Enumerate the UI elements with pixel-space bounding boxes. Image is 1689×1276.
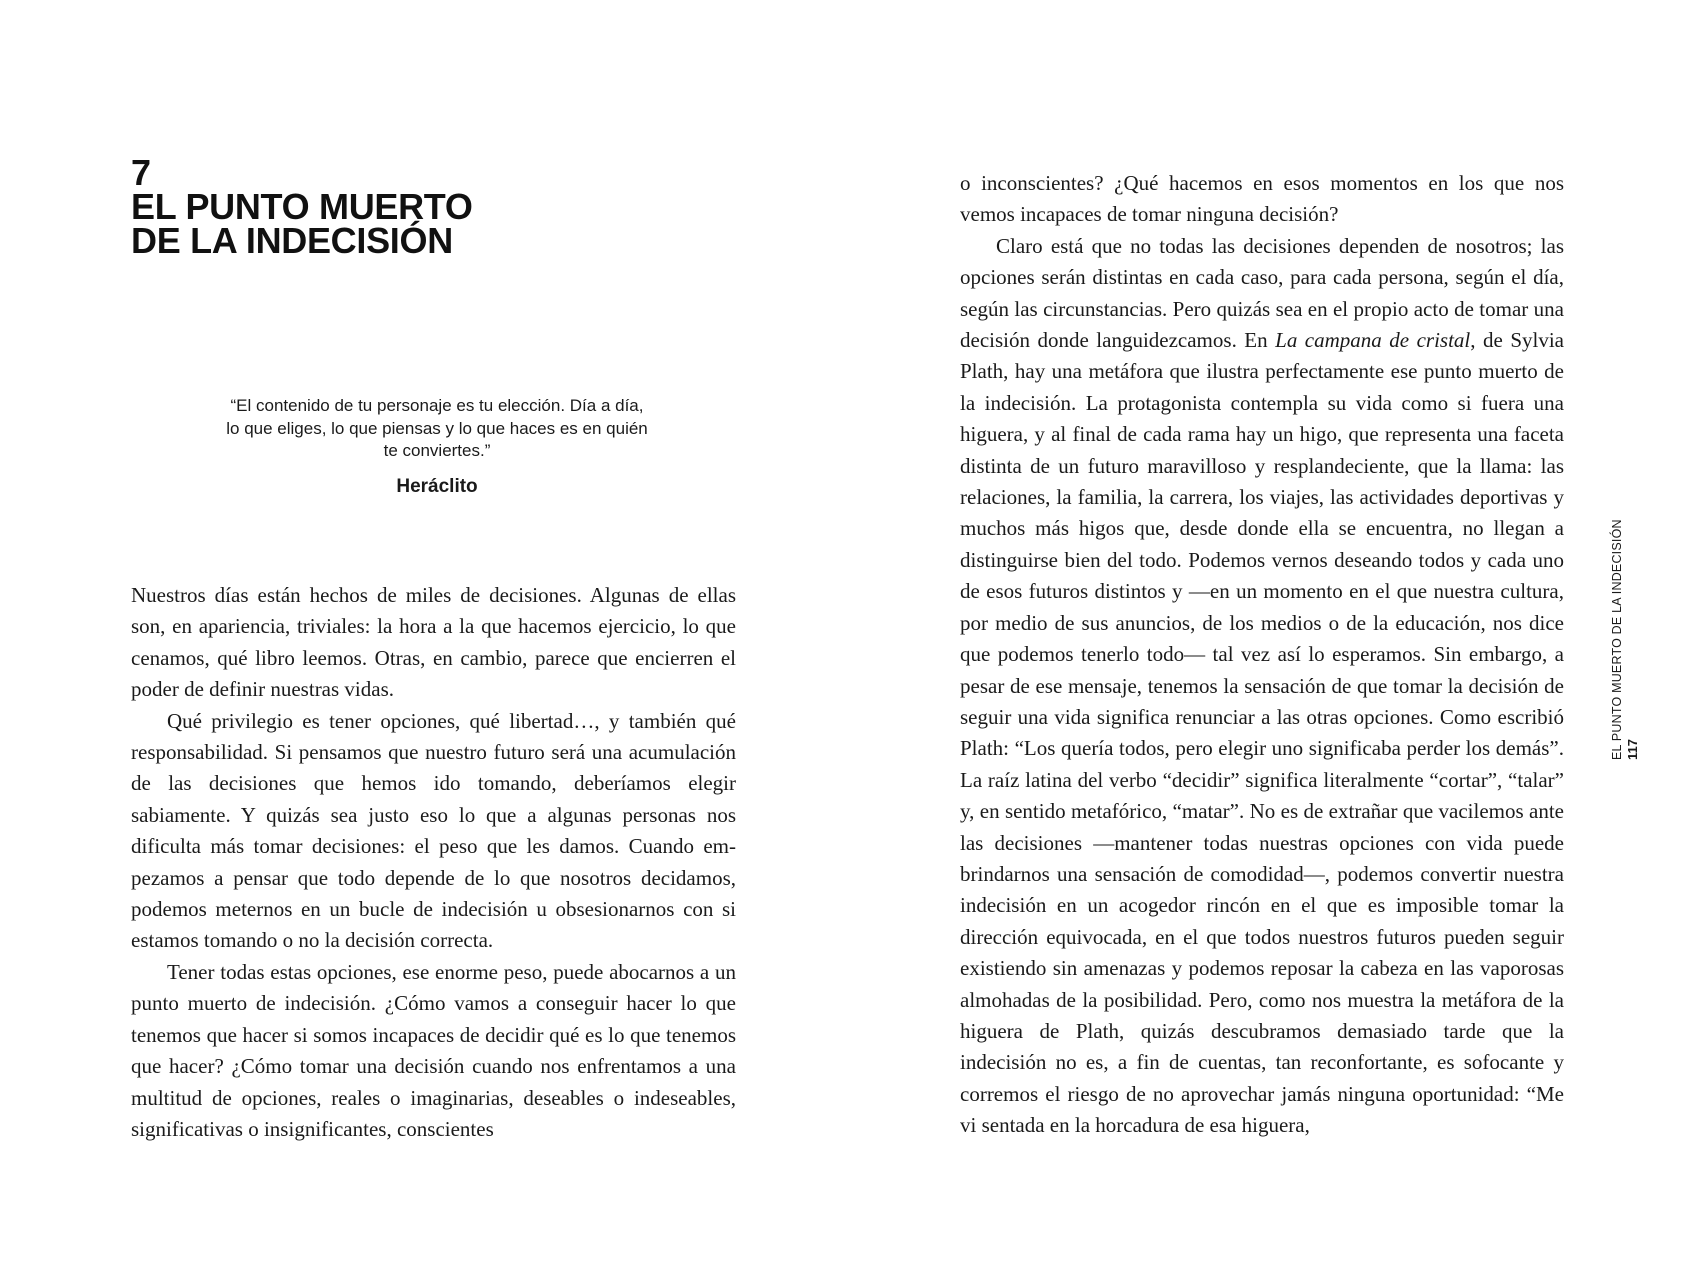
- left-body-text: [131, 580, 736, 1145]
- epigraph: [226, 395, 648, 498]
- paragraph: Nuestros días están hechos de miles de decisiones. Algunas de ellas son, en apariencia, triviales: la hora a la que hacemos ejercicio, lo que cenamos, qué libro leemos. Otras, en cambio, parece que encierren el poder de definir nuestras vidas.: [131, 583, 736, 702]
- chapter-title-line-1: EL PUNTO MUERTO: [131, 186, 473, 227]
- right-body-text: [960, 168, 1564, 1142]
- paragraph: Tener todas estas opciones, ese enorme peso, puede abocarnos a un punto muerto de indecisión. ¿Cómo vamos a conseguir hacer lo que tenemos que hacer si somos incapaces de decidir qué es lo que tenemos que hacer? ¿Cómo tomar una decisión cuando nos enfrentamos a una multitud de opciones, reales o imaginarias, deseables o indeseables, significativas o insignificantes, conscientes: [131, 959, 736, 1141]
- epigraph-quote: “El contenido de tu personaje es tu elección. Día a día, lo que eliges, lo que piensas y lo que haces es en quién te conviertes.”: [226, 396, 648, 460]
- paragraph-text: Claro está que no todas las decisiones dependen de nosotros; las opciones serán distintas en cada caso, para cada persona, según el día, según las circunstancias. Pero quizás sea en el propio acto de tomar una decisión donde languidezcamos. En: [960, 233, 1564, 353]
- book-title: La campana de cristal: [1275, 328, 1471, 353]
- chapter-heading: [131, 152, 473, 261]
- chapter-number: 7: [131, 152, 151, 193]
- paragraph: o inconscientes? ¿Qué hacemos en esos momentos en los que nos vemos incapaces de tomar ninguna decisión?: [960, 171, 1564, 227]
- chapter-title-line-2: DE LA INDECISIÓN: [131, 220, 453, 261]
- paragraph-text: , de Sylvia Plath, hay una metáfora que ilustra perfectamente ese punto muerto de la indecisión. La protagonista contempla su vida como si fuera una higuera, y al final de cada rama hay un higo, que representa una faceta distinta de un futuro maravilloso y resplandeciente, que la llama: las relaciones, la familia, la carrera, los viajes, las actividades deportivas y muchos más higos que, desde donde ella se encuentra, no llegan a distinguirse bien del todo. Podemos vernos deseando todos y cada uno de esos futuros distintos y —en un momento en el que nuestra cultura, por medio de sus anuncios, de los medios o de la educación, nos dice que podemos tenerlo todo— tal vez así lo esperamos. Sin embargo, a pesar de ese mensaje, tenemos la sensación de que tomar la decisión de seguir una vida significa renunciar a las otras opciones. Como escribió Plath: “Los quería todos, pero elegir uno significaba perder los demás”. La raíz latina del verbo “decidir” significa literalmente “cortar”, “talar” y, en sentido metafórico, “matar”. No es de extrañar que vacilemos ante las decisiones —mantener todas nuestras opciones con vida puede brindarnos una sensación de comodidad—, podemos convertir nuestra indecisión en un acogedor rincón en el que es imposible tomar la dirección equivocada, en el que todos nuestros futuros pueden seguir existiendo sin amenazas y podemos reposar la cabeza en las vaporosas almohadas de la posibilidad. Pero, como nos muestra la metáfora de la higuera de Plath, quizás descubramos demasiado tarde que la indecisión no es, a fin de cuentas, tan reconfortante, es sofocante y corremos el riesgo de no aprovechar jamás ninguna oportunidad: “Me vi sentada en la horcadura de esa higuera,: [960, 328, 1565, 1138]
- paragraph: [960, 231, 1564, 1142]
- paragraph: Qué privilegio es tener opciones, qué libertad…, y también qué responsabilidad. Si pensamos que nuestro futuro será una acumulación de las decisiones que hemos ido tomando, deberíamos elegir sabiamente. Y quizás sea justo eso lo que a algunas personas nos dificulta más tomar decisiones: el peso que les damos. Cuando empezamos a pensar que todo depende de lo que nosotros decidamos, podemos meternos en un bucle de indecisión u obsesionarnos con si estamos tomando o no la decisión correcta.: [131, 708, 736, 953]
- epigraph-author: Heráclito: [396, 475, 478, 497]
- right-page: [845, 0, 1689, 1276]
- running-head: [1609, 520, 1649, 760]
- running-head-title: EL PUNTO MUERTO DE LA INDECISIÓN: [1610, 519, 1624, 760]
- page-number: 117: [1625, 739, 1640, 760]
